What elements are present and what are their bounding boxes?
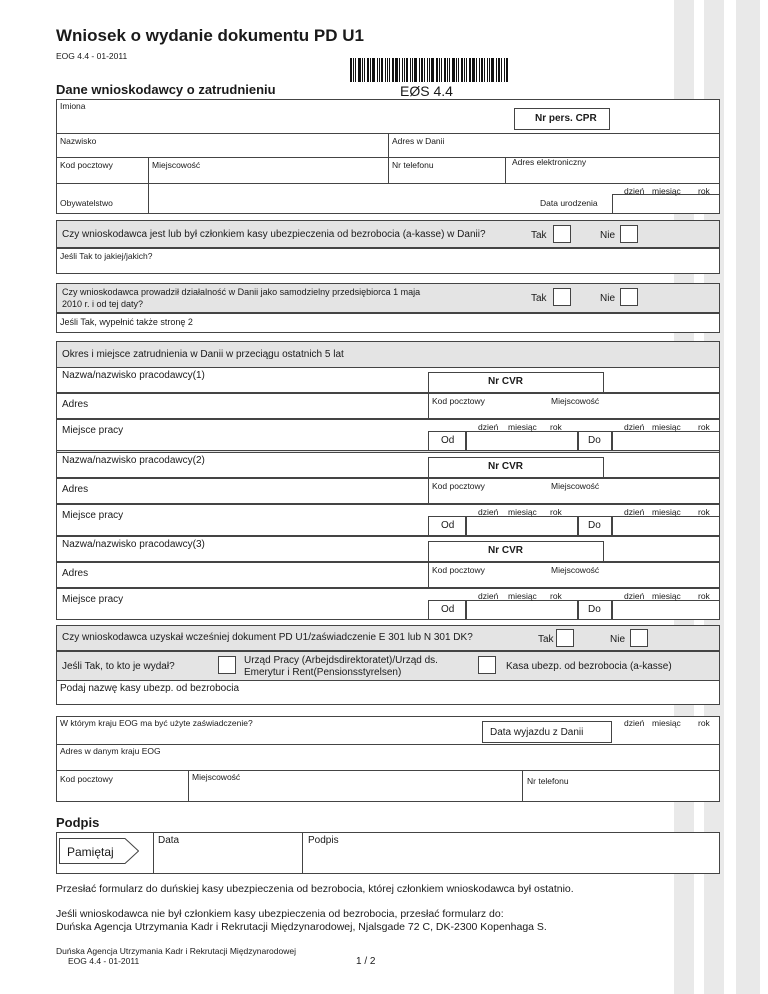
barcode-bar: [491, 58, 494, 82]
barcode-text: EØS 4.4: [400, 83, 453, 99]
barcode-bar: [389, 58, 390, 82]
decor-stripe: [736, 0, 760, 994]
employer-name-label: Nazwa/nazwisko pracodawcy(1): [62, 370, 205, 381]
barcode-bar: [392, 58, 394, 82]
akasse-no-checkbox[interactable]: [620, 225, 638, 243]
postcode-label: Kod pocztowy: [60, 160, 113, 170]
birthdate-label: Data urodzenia: [540, 198, 598, 208]
employer-address-label: Adres: [62, 484, 89, 495]
first-names-label: Imiona: [60, 101, 86, 111]
issuer-office-line2: Emerytur i Rent(Pensionsstyrelsen): [244, 667, 402, 678]
signature-date-field[interactable]: [156, 850, 157, 851]
employer-city-label: Miejscowość: [551, 565, 600, 575]
not-member-line2: Duńska Agencja Utrzymania Kadr i Rekrutacji Międzynarodowej, Njalsgade 72 C, DK-2300 Kopenhaga S.: [56, 921, 547, 933]
barcode-bar: [489, 58, 490, 82]
barcode-bar: [419, 58, 420, 82]
business-no-checkbox[interactable]: [620, 288, 638, 306]
barcode-bar: [370, 58, 371, 82]
barcode: [350, 58, 520, 82]
barcode-bar: [504, 58, 505, 82]
footer-agency: Duńska Agencja Utrzymania Kadr i Rekrutacji Międzynarodowej: [56, 946, 296, 956]
eea-phone-label: Nr telefonu: [527, 776, 569, 786]
workplace-label: Miejsce pracy: [62, 510, 124, 521]
akasse-question: Czy wnioskodawca jest lub był członkiem kasy ubezpieczenia od bezrobocia (a-kasse) w Danii?: [62, 229, 486, 240]
to-month-label: miesiąc: [652, 422, 681, 432]
barcode-bar: [367, 58, 369, 82]
to-date-field[interactable]: [612, 516, 720, 536]
signature-heading: Podpis: [56, 815, 100, 830]
issuer-label: Jeśli Tak, to kto je wydał?: [62, 661, 175, 672]
kasa-name-label: Podaj nazwę kasy ubezp. od bezrobocia: [60, 683, 240, 694]
employment-heading: Okres i miejsce zatrudnienia w Danii w przeciągu ostatnich 5 lat: [62, 349, 344, 360]
barcode-bar: [461, 58, 463, 82]
departure-day-label: dzień: [624, 718, 645, 728]
barcode-bar: [404, 58, 405, 82]
akasse-yes-label: Tak: [531, 230, 547, 241]
signature-label: Podpis: [308, 835, 339, 846]
to-label: Do: [588, 520, 601, 531]
business-yes-checkbox[interactable]: [553, 288, 571, 306]
from-day-label: dzień: [478, 591, 499, 601]
cpr-label: Nr pers. CPR: [535, 113, 597, 124]
city-label: Miejscowość: [152, 160, 201, 170]
page-number: 1 / 2: [356, 956, 376, 967]
barcode-bar: [439, 58, 440, 82]
dk-address-label: Adres w Danii: [392, 136, 445, 146]
business-yes-label: Tak: [531, 293, 547, 304]
barcode-bar: [353, 58, 354, 82]
business-question-line2: 2010 r. i od tej daty?: [62, 299, 144, 309]
employer-postcode-label: Kod pocztowy: [432, 481, 485, 491]
barcode-bar: [427, 58, 428, 82]
employer-address-label: Adres: [62, 568, 89, 579]
employer-city-label: Miejscowość: [551, 481, 600, 491]
employer-city-label: Miejscowość: [551, 396, 600, 406]
form-title: Wniosek o wydanie dokumentu PD U1: [56, 26, 364, 45]
barcode-bar: [479, 58, 480, 82]
from-year-label: rok: [550, 422, 562, 432]
barcode-bar: [441, 58, 442, 82]
barcode-bar: [355, 58, 356, 82]
to-day-label: dzień: [624, 507, 645, 517]
barcode-bar: [498, 58, 500, 82]
barcode-bar: [452, 58, 455, 82]
cvr-label: Nr CVR: [488, 376, 524, 387]
from-month-label: miesiąc: [508, 507, 537, 517]
previous-doc-no-checkbox[interactable]: [630, 629, 648, 647]
send-to-text: Przesłać formularz do duńskiej kasy ubezpieczenia od bezrobocia, której członkiem wnioskodawca był ostatnio.: [56, 883, 574, 895]
to-year-label: rok: [698, 591, 710, 601]
akasse-yes-checkbox[interactable]: [553, 225, 571, 243]
barcode-bar: [410, 58, 411, 82]
barcode-bar: [444, 58, 446, 82]
day-label: dzień: [624, 186, 645, 196]
workplace-label: Miejsce pracy: [62, 594, 124, 605]
barcode-bar: [506, 58, 508, 82]
citizenship-label: Obywatelstwo: [60, 198, 113, 208]
barcode-bar: [402, 58, 403, 82]
eea-address-label: Adres w danym kraju EOG: [60, 746, 161, 756]
employer-name-label: Nazwa/nazwisko pracodawcy(2): [62, 455, 205, 466]
business-followup: Jeśli Tak, wypełnić także stronę 2: [60, 317, 193, 327]
barcode-bar: [350, 58, 352, 82]
barcode-bar: [458, 58, 459, 82]
eea-postcode-label: Kod pocztowy: [60, 774, 113, 784]
barcode-bar: [436, 58, 438, 82]
to-day-label: dzień: [624, 422, 645, 432]
barcode-bar: [364, 58, 365, 82]
previous-doc-question: Czy wnioskodawca uzyskał wcześniej dokument PD U1/zaświadczenie E 301 lub N 301 DK?: [62, 632, 473, 643]
barcode-bar: [379, 58, 380, 82]
to-month-label: miesiąc: [652, 507, 681, 517]
previous-doc-yes-checkbox[interactable]: [556, 629, 574, 647]
remember-tag: [59, 838, 139, 864]
remember-label: Pamiętaj: [67, 845, 114, 859]
barcode-bar: [372, 58, 375, 82]
employer-address-label: Adres: [62, 399, 89, 410]
barcode-bar: [429, 58, 430, 82]
from-date-field[interactable]: [466, 600, 578, 620]
issuer-office-line1: Urząd Pracy (Arbejdsdirektoratet)/Urząd ds.: [244, 655, 438, 666]
barcode-bar: [496, 58, 497, 82]
birthdate-field[interactable]: [612, 194, 720, 214]
akasse-no-label: Nie: [600, 230, 616, 241]
from-date-field[interactable]: [466, 516, 578, 536]
barcode-bar: [481, 58, 483, 82]
issuer-office-checkbox[interactable]: [218, 656, 236, 674]
previous-doc-no-label: Nie: [610, 634, 626, 645]
to-day-label: dzień: [624, 591, 645, 601]
to-month-label: miesiąc: [652, 591, 681, 601]
surname-label: Nazwisko: [60, 136, 97, 146]
footer-code: EOG 4.4 - 01-2011: [68, 956, 140, 966]
workplace-label: Miejsce pracy: [62, 425, 124, 436]
phone-label: Nr telefonu: [392, 160, 434, 170]
signature-block: [56, 832, 720, 874]
departure-date-label: Data wyjazdu z Danii: [490, 727, 584, 738]
barcode-bar: [447, 58, 448, 82]
departure-year-label: rok: [698, 718, 710, 728]
barcode-bar: [449, 58, 450, 82]
barcode-bar: [421, 58, 423, 82]
year-label: rok: [698, 186, 710, 196]
barcode-bar: [501, 58, 502, 82]
business-question-line1: Czy wnioskodawca prowadził działalność w Danii jako samodzielny przedsiębiorca 1 maja: [62, 287, 421, 297]
barcode-bar: [424, 58, 425, 82]
email-label: Adres elektroniczny: [512, 157, 587, 167]
eea-country-label: W którym kraju EOG ma być użyte zaświadczenie?: [60, 718, 253, 728]
barcode-bar: [362, 58, 363, 82]
barcode-bar: [385, 58, 386, 82]
to-date-field[interactable]: [612, 600, 720, 620]
month-label: miesiąc: [652, 186, 681, 196]
issuer-akasse-label: Kasa ubezp. od bezrobocia (a-kasse): [506, 661, 672, 672]
signature-date-label: Data: [158, 835, 180, 846]
to-date-field[interactable]: [612, 431, 720, 451]
to-label: Do: [588, 604, 601, 615]
employer-address-field[interactable]: [56, 478, 720, 504]
barcode-bar: [395, 58, 398, 82]
from-month-label: miesiąc: [508, 591, 537, 601]
barcode-bar: [406, 58, 408, 82]
from-label: Od: [441, 520, 455, 531]
barcode-bar: [464, 58, 465, 82]
employer-postcode-label: Kod pocztowy: [432, 396, 485, 406]
barcode-bar: [412, 58, 413, 82]
barcode-bar: [476, 58, 477, 82]
form-code: EOG 4.4 - 01-2011: [56, 51, 128, 61]
section-title: Dane wnioskodawcy o zatrudnieniu: [56, 82, 276, 97]
from-year-label: rok: [550, 591, 562, 601]
barcode-bar: [414, 58, 417, 82]
eea-city-label: Miejscowość: [192, 772, 241, 782]
cvr-label: Nr CVR: [488, 461, 524, 472]
from-label: Od: [441, 435, 455, 446]
to-label: Do: [588, 435, 601, 446]
departure-month-label: miesiąc: [652, 718, 681, 728]
barcode-bar: [358, 58, 361, 82]
from-day-label: dzień: [478, 507, 499, 517]
to-year-label: rok: [698, 422, 710, 432]
to-year-label: rok: [698, 507, 710, 517]
employer-address-field[interactable]: [56, 562, 720, 588]
not-member-line1: Jeśli wnioskodawca nie był członkiem kasy ubezpieczenia od bezrobocia, przesłać formularz do:: [56, 908, 504, 920]
barcode-bar: [387, 58, 388, 82]
akasse-which-label: Jeśli Tak to jakiej/jakich?: [60, 251, 153, 261]
eea-block: [56, 716, 720, 802]
barcode-bar: [472, 58, 475, 82]
barcode-bar: [484, 58, 485, 82]
barcode-bar: [377, 58, 378, 82]
from-year-label: rok: [550, 507, 562, 517]
employer-address-field[interactable]: [56, 393, 720, 419]
akasse-which-field[interactable]: [56, 248, 720, 274]
employer-postcode-label: Kod pocztowy: [432, 565, 485, 575]
from-day-label: dzień: [478, 422, 499, 432]
barcode-bar: [399, 58, 400, 82]
previous-doc-yes-label: Tak: [538, 634, 554, 645]
from-month-label: miesiąc: [508, 422, 537, 432]
from-date-field[interactable]: [466, 431, 578, 451]
cvr-label: Nr CVR: [488, 545, 524, 556]
barcode-bar: [487, 58, 488, 82]
from-label: Od: [441, 604, 455, 615]
issuer-akasse-checkbox[interactable]: [478, 656, 496, 674]
business-no-label: Nie: [600, 293, 616, 304]
barcode-bar: [381, 58, 383, 82]
barcode-bar: [431, 58, 434, 82]
barcode-bar: [456, 58, 457, 82]
barcode-bar: [469, 58, 471, 82]
employer-name-label: Nazwa/nazwisko pracodawcy(3): [62, 539, 205, 550]
barcode-bar: [466, 58, 467, 82]
